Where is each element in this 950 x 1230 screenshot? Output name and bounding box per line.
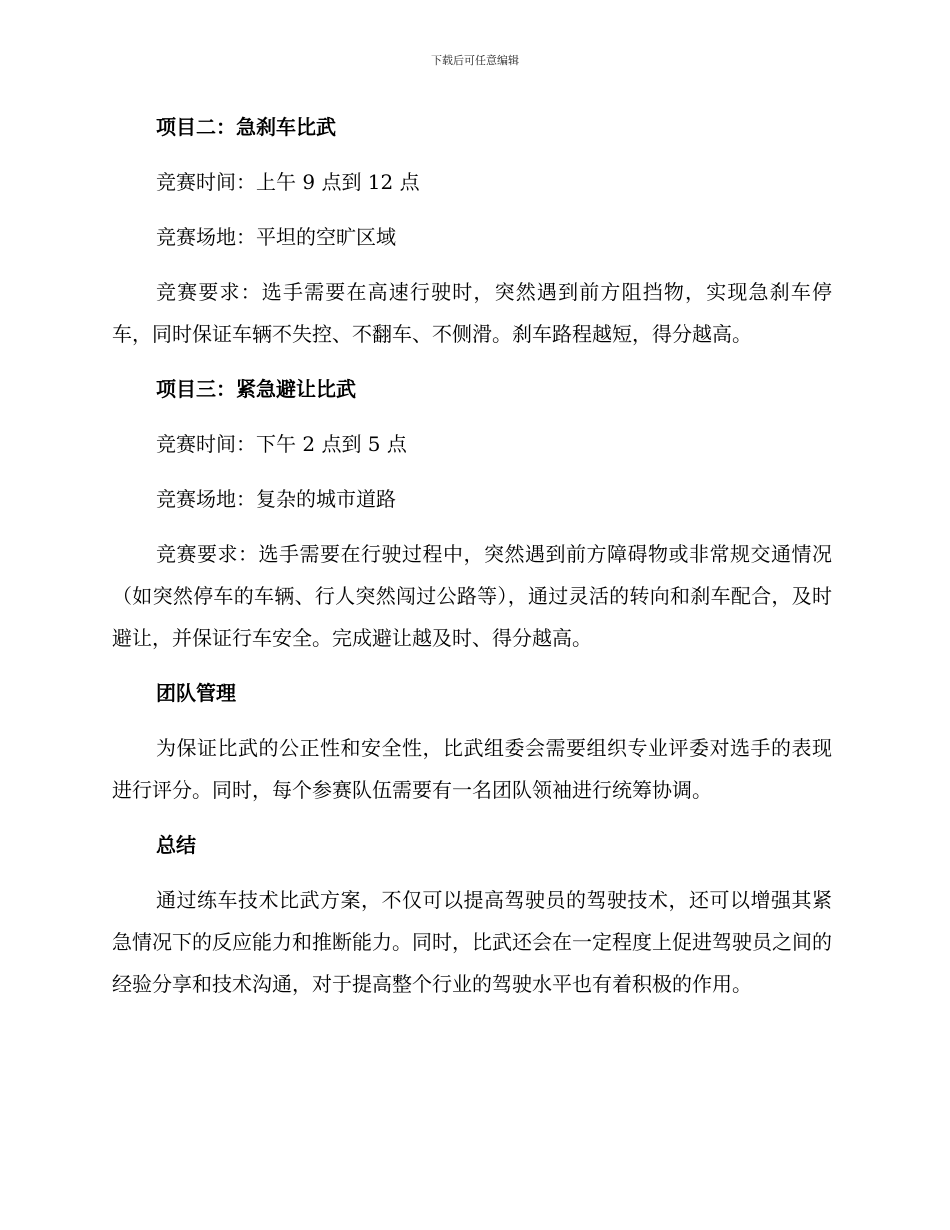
summary-body: 通过练车技术比武方案，不仅可以提高驾驶员的驾驶技术，还可以增强其紧急情况下的反应能力和推断能力。同时，比武还会在一定程度上促进驾驶员之间的经验分享和技术沟通，对于提高整个行业的驾驶水平也有着积极的作用。 bbox=[112, 888, 832, 996]
item2-requirement: 竞赛要求：选手需要在高速行驶时，突然遇到前方阻挡物，实现急刹车停车，同时保证车辆不失控、不翻车、不侧滑。刹车路程越短，得分越高。 bbox=[112, 280, 832, 346]
item2-time: 竞赛时间：上午 9 点到 12 点 bbox=[156, 170, 420, 194]
item3-time: 竞赛时间：下午 2 点到 5 点 bbox=[156, 432, 407, 456]
item3-requirement: 竞赛要求：选手需要在行驶过程中，突然遇到前方障碍物或非常规交通情况（如突然停车的车辆、行人突然闯过公路等），通过灵活的转向和刹车配合，及时避让，并保证行车安全。完成避让越及时、得分越高。 bbox=[112, 542, 832, 650]
team-body: 为保证比武的公正性和安全性，比武组委会需要组织专业评委对选手的表现进行评分。同时，每个参赛队伍需要有一名团队领袖进行统筹协调。 bbox=[112, 736, 832, 802]
section-heading-team: 团队管理 bbox=[156, 681, 236, 705]
section-heading-summary: 总结 bbox=[156, 833, 196, 857]
item2-venue: 竞赛场地：平坦的空旷区域 bbox=[156, 225, 396, 249]
section-heading-item2: 项目二：急刹车比武 bbox=[156, 115, 336, 139]
item3-venue: 竞赛场地：复杂的城市道路 bbox=[156, 487, 396, 511]
page-header: 下载后可任意编辑 bbox=[431, 54, 519, 67]
section-heading-item3: 项目三：紧急避让比武 bbox=[156, 377, 356, 401]
document-body bbox=[112, 106, 832, 1018]
